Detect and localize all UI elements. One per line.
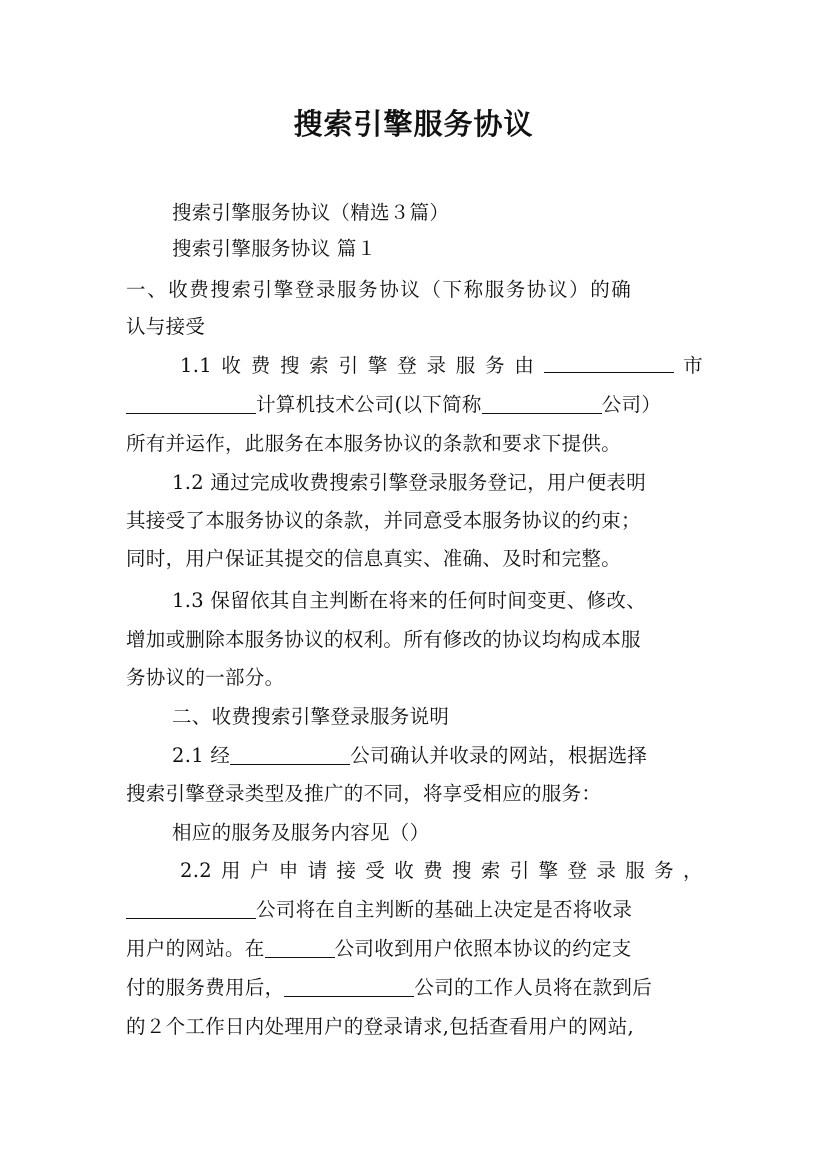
clause-2-2-line1 bbox=[180, 857, 703, 885]
section1-heading-line1 bbox=[126, 276, 703, 304]
text-run: 用户的网站。在 bbox=[126, 937, 265, 960]
text-char: 2.2 bbox=[180, 859, 212, 882]
text-run: 公司将在自主判断的基础上决定是否将收录 bbox=[256, 898, 633, 921]
clause-2-2-line5: 的２个工作日内处理用户的登录请求,包括查看用户的网站, bbox=[126, 1015, 634, 1038]
text-char: 登 bbox=[397, 354, 417, 377]
clause-1-1-line1 bbox=[180, 352, 703, 380]
text-char: 费 bbox=[250, 354, 271, 377]
clause-1-1-line2 bbox=[126, 391, 661, 419]
clause-2-1-line3: 相应的服务及服务内容见（） bbox=[172, 821, 430, 844]
paragraph-subtitle: 搜索引擎服务协议（精选３篇） bbox=[172, 201, 450, 224]
text-char: ， bbox=[682, 859, 703, 882]
text-char: 由 bbox=[514, 354, 535, 377]
text-char: 擎 bbox=[367, 354, 388, 377]
blank-field bbox=[265, 937, 335, 958]
text-char: 用 bbox=[220, 859, 241, 882]
clause-2-1-line1 bbox=[172, 742, 647, 770]
clause-1-3-line3: 务协议的一部分。 bbox=[126, 666, 285, 689]
section1-heading-line2: 认与接受 bbox=[126, 315, 206, 338]
text-char: 搜 bbox=[280, 354, 300, 377]
blank-field bbox=[126, 898, 256, 919]
text-char: 录 bbox=[596, 859, 617, 882]
clause-1-1-line3: 所有并运作，此服务在本服务协议的条款和要求下提供。 bbox=[126, 432, 622, 455]
text-run: 公司确认并收录的网站，根据选择 bbox=[350, 744, 648, 767]
text-char: 擎 bbox=[538, 859, 559, 882]
text-char: 引 bbox=[338, 354, 359, 377]
text-run: 市 bbox=[683, 354, 703, 377]
text-char: 费 bbox=[423, 859, 443, 882]
text-run: 2.1 经 bbox=[172, 744, 231, 767]
blank-field bbox=[284, 976, 414, 997]
clause-1-2-line2: 其接受了本服务协议的条款，并同意受本服务协议的约束； bbox=[126, 509, 641, 532]
clause-1-2-line1: 1.2 通过完成收费搜索引擎登录服务登记，用户便表明 bbox=[172, 471, 647, 494]
text-char: 务 bbox=[485, 354, 505, 377]
text-char: 录 bbox=[426, 354, 447, 377]
clause-2-1-line2: 搜索引擎登录类型及推广的不同，将享受相应的服务： bbox=[126, 782, 602, 805]
text-run: 公司收到用户依照本协议的约定支 bbox=[334, 937, 632, 960]
document-title: 搜索引擎服务协议 bbox=[293, 107, 534, 141]
paragraph-part-heading: 搜索引擎服务协议 篇１ bbox=[172, 237, 377, 260]
text-char: 搜 bbox=[451, 859, 472, 882]
text-char: 1.1 bbox=[180, 354, 212, 377]
clause-2-2-line3 bbox=[126, 935, 632, 963]
text-char: 受 bbox=[365, 859, 386, 882]
clause-1-3-line1: 1.3 保留依其自主判断在将来的任何时间变更、修改、 bbox=[172, 589, 647, 612]
clause-1-3-line2: 增加或删除本服务协议的权利。所有修改的协议均构成本服 bbox=[126, 628, 641, 651]
blank-field bbox=[544, 352, 674, 373]
blank-field bbox=[230, 744, 350, 765]
text-char: 服 bbox=[455, 354, 476, 377]
text-char: 服 bbox=[625, 859, 646, 882]
text-char: 申 bbox=[278, 859, 299, 882]
text-char: 收 bbox=[394, 859, 415, 882]
text-char: 索 bbox=[480, 859, 501, 882]
text-run: 公司的工作人员将在款到后 bbox=[414, 976, 653, 999]
blank-field bbox=[126, 393, 256, 414]
text-run: 公司） bbox=[601, 393, 662, 416]
text-char: 请 bbox=[307, 859, 328, 882]
text-char: 接 bbox=[336, 859, 357, 882]
text-char: 务 bbox=[654, 859, 674, 882]
text-run: 计算机技术公司(以下简称 bbox=[256, 393, 482, 416]
clause-2-2-line2 bbox=[126, 896, 632, 924]
blank-field bbox=[482, 393, 602, 414]
text-run: 付的服务费用后， bbox=[126, 976, 285, 999]
text-char: 收 bbox=[221, 354, 242, 377]
text-char: 登 bbox=[567, 859, 588, 882]
text-char: 引 bbox=[509, 859, 530, 882]
text-char: 户 bbox=[249, 859, 270, 882]
section2-heading: 二、收费搜索引擎登录服务说明 bbox=[172, 705, 450, 728]
text-run: 一、收费搜索引擎登录服务协议（下称服务协议）的确 bbox=[126, 278, 633, 301]
clause-1-2-line3: 同时，用户保证其提交的信息真实、准确、及时和完整。 bbox=[126, 547, 622, 570]
clause-2-2-line4 bbox=[126, 974, 652, 1002]
text-char: 索 bbox=[309, 354, 330, 377]
